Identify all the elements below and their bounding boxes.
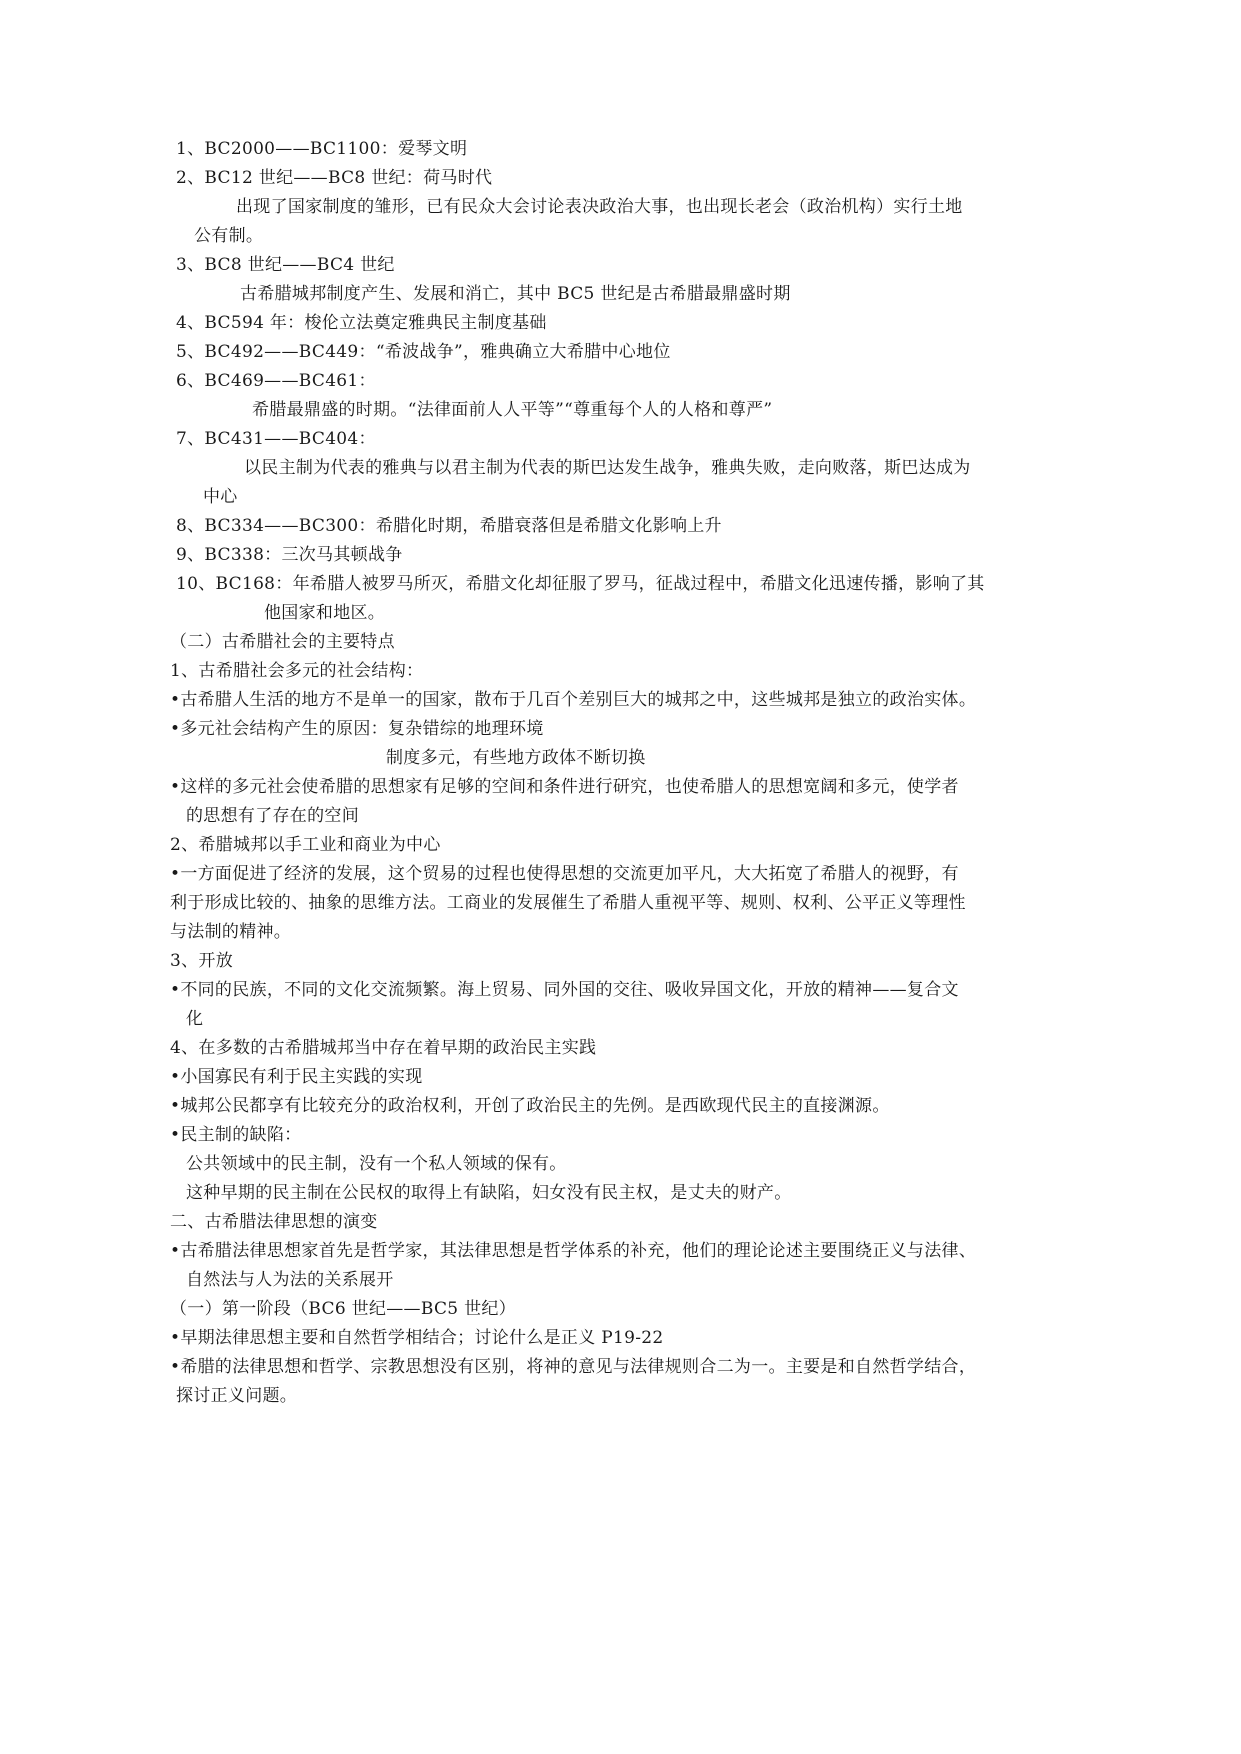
text-line: 5、BC492——BC449：“希波战争”，雅典确立大希腊中心地位: [176, 342, 671, 362]
text-line: 9、BC338：三次马其顿战争: [176, 545, 403, 565]
bullet-line: •古希腊法律思想家首先是哲学家，其法律思想是哲学体系的补充，他们的理论论述主要围绕正义与法律、: [170, 1241, 977, 1261]
section-heading: 二、古希腊法律思想的演变: [170, 1212, 378, 1232]
bullet-line: •古希腊人生活的地方不是单一的国家，散布于几百个差别巨大的城邦之中，这些城邦是独立的政治实体。: [170, 690, 977, 710]
text-line: 他国家和地区。: [264, 603, 386, 623]
bullet-line: •希腊的法律思想和哲学、宗教思想没有区别，将神的意见与法律规则合二为一。主要是和自然哲学结合，: [170, 1357, 977, 1377]
text-line: 化: [186, 1009, 204, 1029]
text-line: 自然法与人为法的关系展开: [186, 1270, 394, 1290]
text-line: 3、BC8 世纪——BC4 世纪: [176, 255, 395, 275]
text-line: 4、BC594 年：梭伦立法奠定雅典民主制度基础: [176, 313, 547, 333]
text-line: 利于形成比较的、抽象的思维方法。工商业的发展催生了希腊人重视平等、规则、权利、公平正义等理性: [170, 893, 966, 913]
text-line: 这种早期的民主制在公民权的取得上有缺陷，妇女没有民主权，是丈夫的财产。: [186, 1183, 792, 1203]
text-line: 8、BC334——BC300：希腊化时期，希腊衰落但是希腊文化影响上升: [176, 516, 722, 536]
subsection-heading: 1、古希腊社会多元的社会结构：: [170, 661, 424, 681]
bullet-line: •早期法律思想主要和自然哲学相结合；讨论什么是正义 P19-22: [170, 1328, 664, 1348]
bullet-line: •小国寡民有利于民主实践的实现: [170, 1067, 423, 1087]
text-line: 古希腊城邦制度产生、发展和消亡，其中 BC5 世纪是古希腊最鼎盛时期: [240, 284, 791, 304]
text-line: 7、BC431——BC404：: [176, 429, 376, 449]
text-line: 与法制的精神。: [170, 922, 292, 942]
text-line: 1、BC2000——BC1100：爱琴文明: [176, 139, 468, 159]
text-line: 中心: [203, 487, 238, 507]
text-line: 以民主制为代表的雅典与以君主制为代表的斯巴达发生战争，雅典失败，走向败落，斯巴达成为: [244, 458, 971, 478]
text-line: 6、BC469——BC461：: [176, 371, 376, 391]
subsection-heading: 2、希腊城邦以手工业和商业为中心: [170, 835, 441, 855]
text-line: 的思想有了存在的空间: [186, 806, 359, 826]
bullet-line: •不同的民族，不同的文化交流频繁。海上贸易、同外国的交往、吸收异国文化，开放的精神——复合文: [170, 980, 959, 1000]
bullet-line: •一方面促进了经济的发展，这个贸易的过程也使得思想的交流更加平凡，大大拓宽了希腊人的视野，有: [170, 864, 959, 884]
text-line: 出现了国家制度的雏形，已有民众大会讨论表决政治大事，也出现长老会（政治机构）实行土地: [236, 197, 963, 217]
bullet-line: •这样的多元社会使希腊的思想家有足够的空间和条件进行研究，也使希腊人的思想宽阔和多元，使学者: [170, 777, 959, 797]
subsection-heading: 3、开放: [170, 951, 234, 971]
text-line: 10、BC168：年希腊人被罗马所灭，希腊文化却征服了罗马，征战过程中，希腊文化迅速传播，影响了其: [176, 574, 985, 594]
bullet-line: •民主制的缺陷：: [170, 1125, 302, 1145]
text-line: 2、BC12 世纪——BC8 世纪：荷马时代: [176, 168, 493, 188]
text-line: 制度多元，有些地方政体不断切换: [386, 748, 646, 768]
bullet-line: •城邦公民都享有比较充分的政治权利，开创了政治民主的先例。是西欧现代民主的直接渊源。: [170, 1096, 890, 1116]
text-line: 公有制。: [194, 226, 264, 246]
text-line: 探讨正义问题。: [176, 1386, 298, 1406]
text-line: 公共领域中的民主制，没有一个私人领域的保有。: [186, 1154, 567, 1174]
subsection-heading: 4、在多数的古希腊城邦当中存在着早期的政治民主实践: [170, 1038, 597, 1058]
text-line: 希腊最鼎盛的时期。“法律面前人人平等”“尊重每个人的人格和尊严”: [252, 400, 773, 420]
section-heading: （二）古希腊社会的主要特点: [170, 632, 395, 652]
bullet-line: •多元社会结构产生的原因：复杂错综的地理环境: [170, 719, 544, 739]
section-heading: （一）第一阶段（BC6 世纪——BC5 世纪）: [170, 1299, 516, 1319]
